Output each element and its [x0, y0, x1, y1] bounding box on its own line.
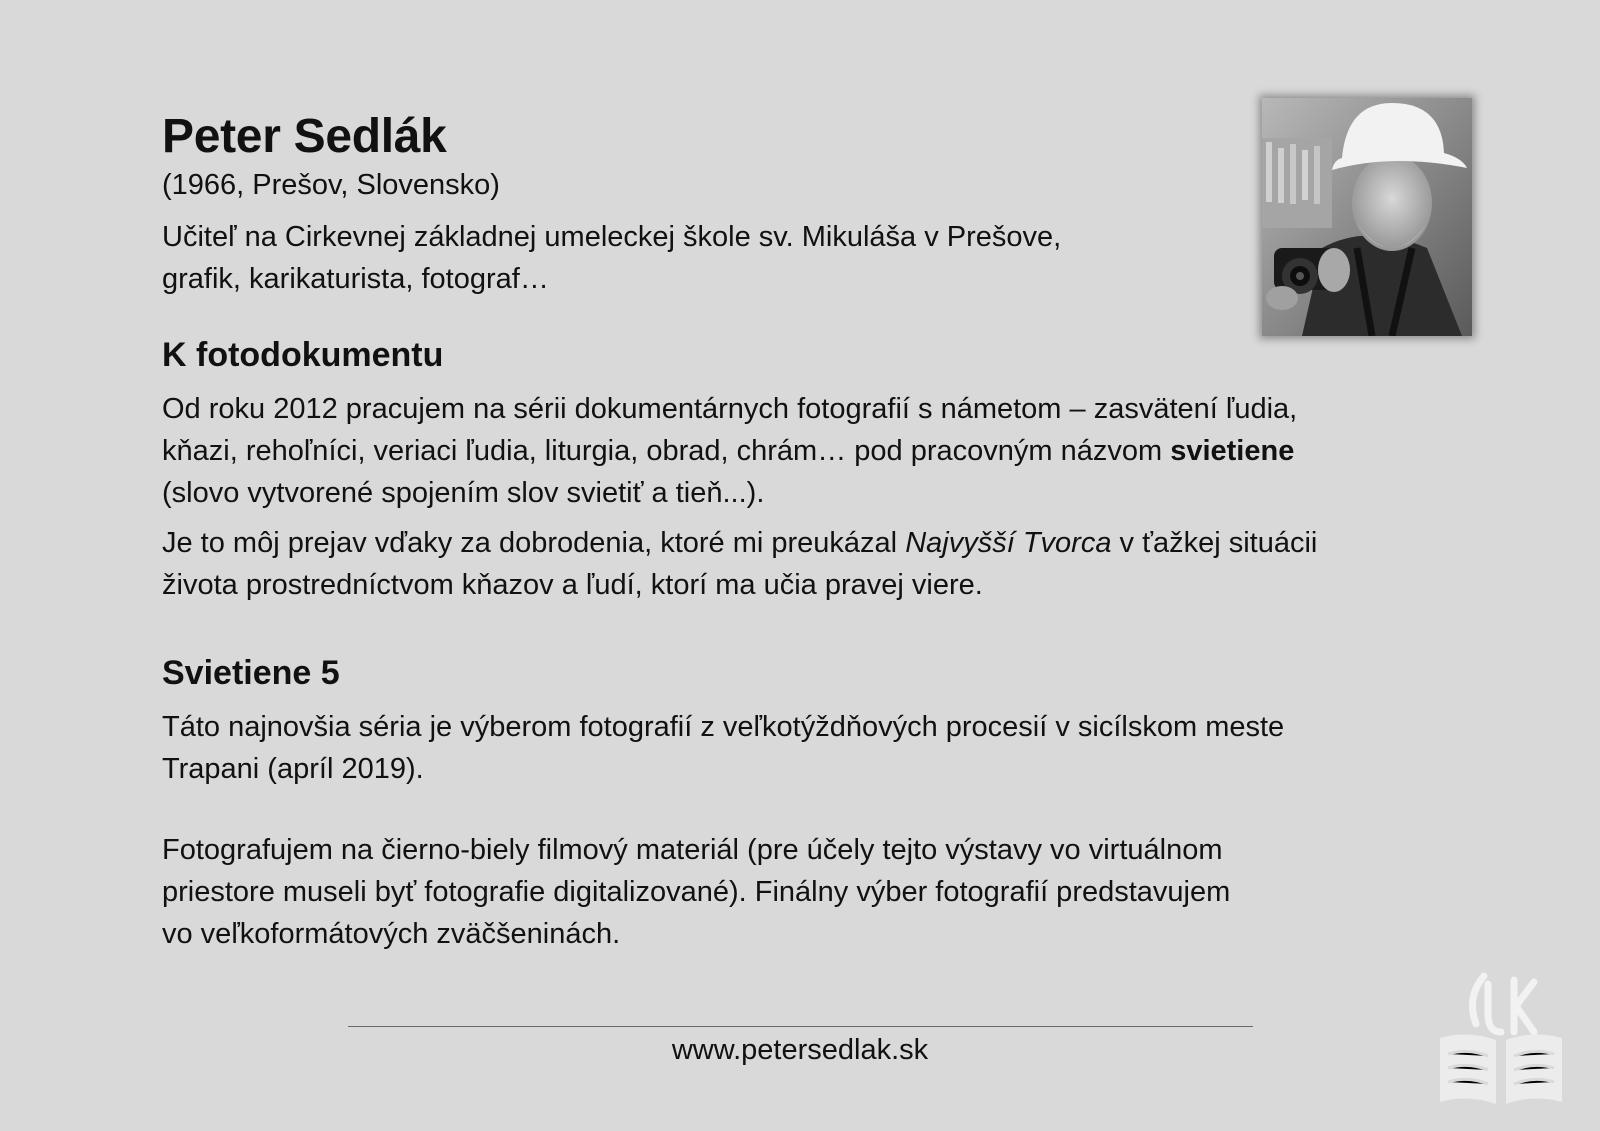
svietiene-paragraph-2 [162, 829, 1452, 955]
author-bio [162, 216, 1061, 300]
paragraph-line: Táto najnovšia séria je výberom fotografií z veľkotýždňových procesií v sicílskom meste [162, 711, 1285, 743]
paragraph-line [162, 430, 1452, 472]
paragraph-line: (slovo vytvorené spojením slov svietiť a tieň...). [162, 477, 765, 509]
bio-line: grafik, karikaturista, fotograf… [162, 263, 549, 295]
footer-divider [348, 1026, 1253, 1027]
italic-phrase: Najvyšší Tvorca [905, 527, 1112, 559]
fotodokument-paragraph-2 [162, 522, 1452, 606]
paragraph-line: vo veľkoformátových zväčšeninách. [162, 918, 621, 950]
project-name-bold: svietiene [1170, 435, 1295, 467]
text-segment: kňazi, rehoľníci, veriaci ľudia, liturgia, obrad, chrám… pod pracovným názvom [162, 435, 1171, 467]
text-segment: Je to môj prejav vďaky za dobrodenia, ktoré mi preukázal [162, 527, 906, 559]
svietiene-paragraph-1 [162, 706, 1452, 790]
author-birth-info: (1966, Prešov, Slovensko) [162, 169, 500, 201]
portrait-image [1262, 98, 1472, 336]
footer-website: www.petersedlak.sk [671, 1034, 929, 1066]
paragraph-line: života prostredníctvom kňazov a ľudí, ktorí ma učia pravej viere. [162, 569, 983, 601]
author-name: Peter Sedlák [162, 110, 447, 163]
paragraph-line: Od roku 2012 pracujem na sérii dokumentárnych fotografií s námetom – zasvätení ľudia, [162, 393, 1298, 425]
bio-line: Učiteľ na Cirkevnej základnej umeleckej škole sv. Mikuláša v Prešove, [162, 221, 1062, 253]
section-heading-fotodokument: K fotodokumentu [162, 336, 444, 374]
fotodokument-paragraph-1 [162, 388, 1452, 514]
paragraph-line [162, 522, 1452, 564]
open-book-monogram-icon [1436, 962, 1566, 1112]
section-heading-svietiene: Svietiene 5 [162, 654, 340, 692]
text-segment: v ťažkej situácii [1111, 527, 1318, 559]
paragraph-line: priestore museli byť fotografie digitalizované). Finálny výber fotografií predstavujem [162, 876, 1231, 908]
author-portrait-photo [1262, 98, 1472, 336]
paragraph-line: Trapani (apríl 2019). [162, 753, 424, 785]
paragraph-line: Fotografujem na čierno-biely filmový materiál (pre účely tejto výstavy vo virtuálnom [162, 834, 1223, 866]
